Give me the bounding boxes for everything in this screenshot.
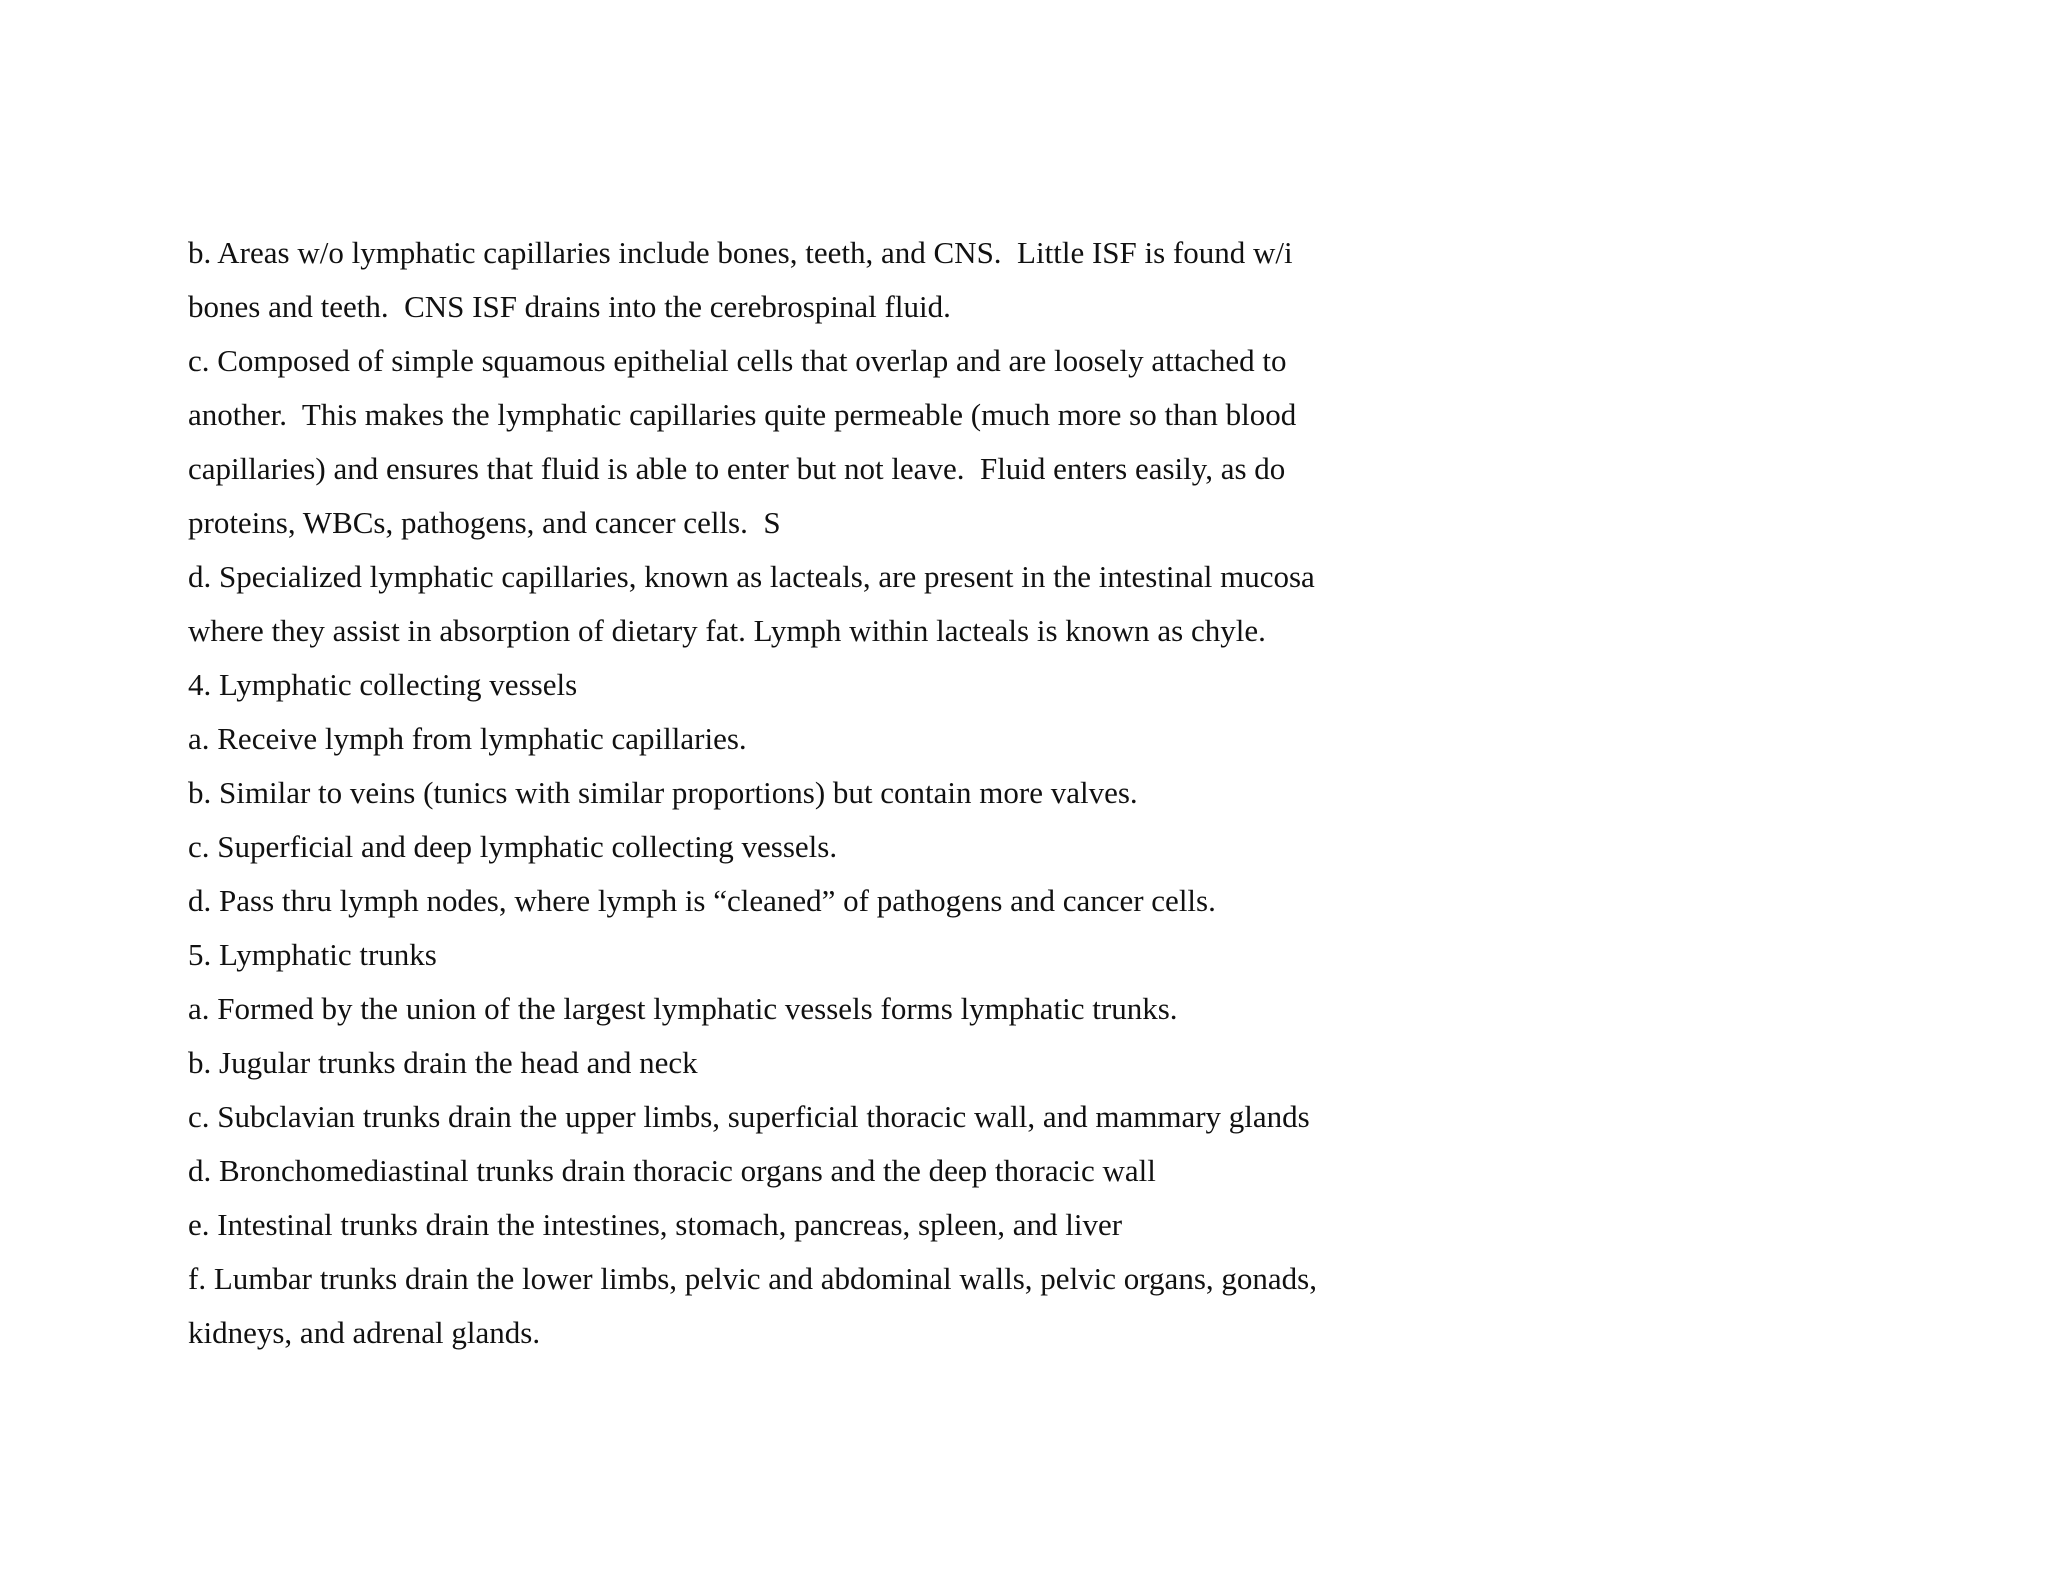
text-line-9: 4. Lymphatic collecting vessels	[188, 667, 578, 702]
document-body	[188, 226, 1548, 1360]
text-line-5: capillaries) and ensures that fluid is able to enter but not leave. Fluid enters easily, as do	[188, 451, 1286, 486]
text-line-6: proteins, WBCs, pathogens, and cancer cells. S	[188, 505, 781, 540]
text-line-12: c. Superficial and deep lymphatic collecting vessels.	[188, 829, 838, 864]
text-line-8: where they assist in absorption of dietary fat. Lymph within lacteals is known as chyle.	[188, 613, 1266, 648]
text-line-19: e. Intestinal trunks drain the intestines, stomach, pancreas, spleen, and liver	[188, 1207, 1123, 1242]
text-line-20: f. Lumbar trunks drain the lower limbs, pelvic and abdominal walls, pelvic organs, gonads,	[188, 1261, 1317, 1296]
text-line-16: b. Jugular trunks drain the head and neck	[188, 1045, 698, 1080]
text-line-18: d. Bronchomediastinal trunks drain thoracic organs and the deep thoracic wall	[188, 1153, 1156, 1188]
text-line-14: 5. Lymphatic trunks	[188, 937, 437, 972]
text-line-1: b. Areas w/o lymphatic capillaries include bones, teeth, and CNS. Little ISF is found w/i	[188, 235, 1293, 270]
text-line-17: c. Subclavian trunks drain the upper limbs, superficial thoracic wall, and mammary glands	[188, 1099, 1310, 1134]
text-line-11: b. Similar to veins (tunics with similar proportions) but contain more valves.	[188, 775, 1138, 810]
text-line-13: d. Pass thru lymph nodes, where lymph is “cleaned” of pathogens and cancer cells.	[188, 883, 1216, 918]
text-line-3: c. Composed of simple squamous epithelial cells that overlap and are loosely attached to	[188, 343, 1287, 378]
text-line-10: a. Receive lymph from lymphatic capillaries.	[188, 721, 747, 756]
text-line-21: kidneys, and adrenal glands.	[188, 1315, 541, 1350]
text-line-2: bones and teeth. CNS ISF drains into the cerebrospinal fluid.	[188, 289, 951, 324]
text-line-7: d. Specialized lymphatic capillaries, known as lacteals, are present in the intestinal mucosa	[188, 559, 1315, 594]
text-line-4: another. This makes the lymphatic capillaries quite permeable (much more so than blood	[188, 397, 1297, 432]
text-line-15: a. Formed by the union of the largest lymphatic vessels forms lymphatic trunks.	[188, 991, 1178, 1026]
